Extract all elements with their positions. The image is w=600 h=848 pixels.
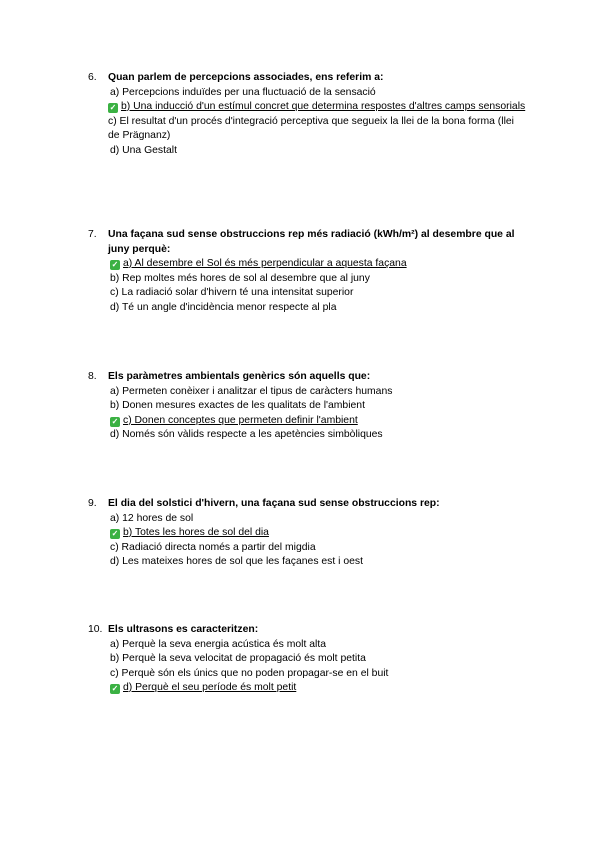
option-c: c) El resultat d'un procés d'integració perceptiva que segueix la llei de la bona forma (llei de Prägnanz) (108, 115, 514, 141)
question-6 (88, 71, 528, 158)
question-text: Quan parlem de percepcions associades, ens referim a: (108, 72, 384, 83)
question-number: 9. (88, 498, 97, 509)
option-c: c) Radiació directa només a partir del migdia (110, 541, 316, 553)
option-d: d) Les mateixes hores de sol que les façanes est i oest (110, 556, 363, 567)
option-b-correct: ✓ b) Una inducció d'un estímul concret que determina respostes d'altres camps sensorials (109, 101, 526, 112)
option-c: c) La radiació solar d'hivern té una intensitat superior (110, 287, 354, 298)
option-d: d) Té un angle d'incidència menor respecte al pla (110, 301, 337, 313)
question-text: Una façana sud sense obstruccions rep més radiació (kWh/m²) al desembre que al juny perquè: (108, 229, 515, 255)
option-c-correct: ✓ c) Donen conceptes que permeten definir l'ambient (111, 414, 358, 426)
option-b: b) Donen mesures exactes de les qualitats de l'ambient (110, 400, 365, 411)
check-mark-icon: ✓ (111, 529, 119, 538)
option-b-correct: ✓ b) Totes les hores de sol del dia (111, 527, 269, 538)
option-d-correct: ✓ d) Perquè el seu període és molt petit (111, 682, 297, 693)
question-text: Els ultrasons es caracteritzen: (108, 624, 259, 635)
question-number: 10. (88, 624, 103, 635)
option-a-correct: ✓ a) Al desembre el Sol és més perpendicular a aquesta façana (111, 258, 407, 269)
question-10 (88, 623, 528, 696)
question-text: El dia del solstici d'hivern, una façana sud sense obstruccions rep: (108, 498, 440, 509)
question-text: Els paràmetres ambientals genèrics són aquells que: (108, 371, 371, 382)
option-a: a) Percepcions induïdes per una fluctuació de la sensació (110, 86, 376, 98)
option-d: d) Només són vàlids respecte a les apetències simbòliques (110, 429, 383, 440)
question-number: 6. (88, 72, 97, 83)
option-a: a) Permeten conèixer i analitzar el tipus de caràcters humans (110, 385, 393, 397)
check-mark-icon: ✓ (111, 260, 119, 269)
option-a: a) Perquè la seva energia acústica és molt alta (110, 638, 327, 650)
question-7 (88, 228, 528, 315)
option-d: d) Una Gestalt (110, 144, 177, 156)
check-mark-icon: ✓ (111, 416, 119, 426)
question-number: 7. (88, 229, 97, 240)
option-a: a) 12 hores de sol (110, 512, 194, 524)
check-mark-icon: ✓ (111, 684, 119, 693)
question-number: 8. (88, 371, 97, 382)
option-c: c) Perquè són els únics que no poden propagar-se en el buit (110, 667, 389, 679)
question-8 (88, 370, 528, 443)
check-mark-icon: ✓ (109, 103, 117, 112)
question-9 (88, 497, 528, 570)
option-b: b) Rep moltes més hores de sol al desembre que al juny (110, 272, 370, 284)
option-b: b) Perquè la seva velocitat de propagació és molt petita (110, 653, 366, 664)
